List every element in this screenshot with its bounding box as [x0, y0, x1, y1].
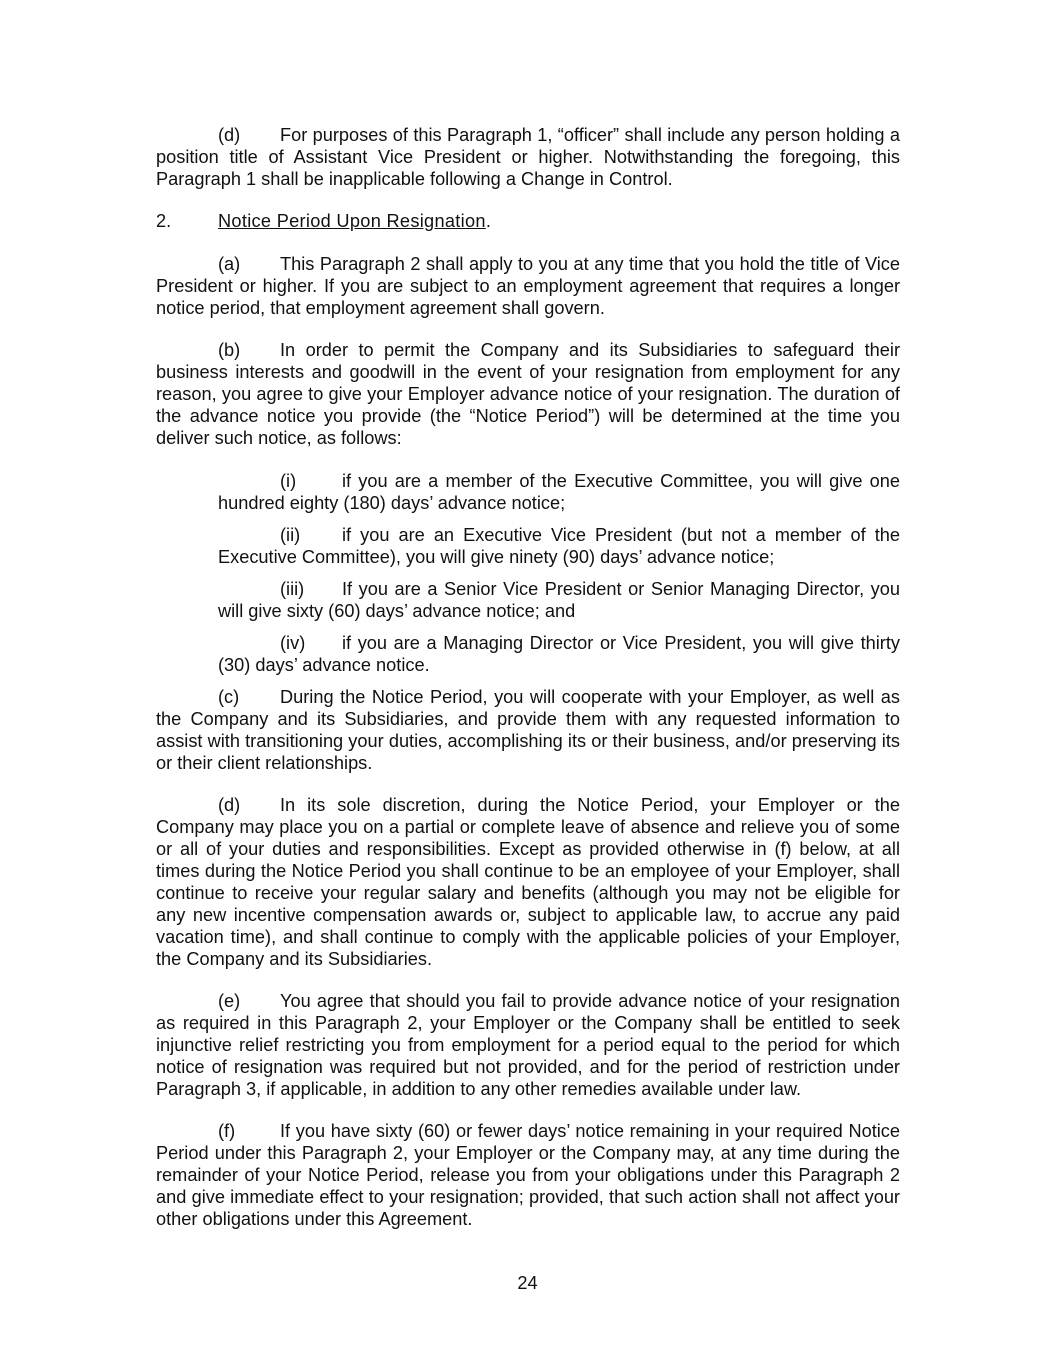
list-item-iii — [218, 578, 900, 622]
paragraph-text: In order to permit the Company and its Subsidiaries to safeguard their business interests and goodwill in the event of your resignation from employment for any reason, you agree to give your Employer advance notice of your resignation. The duration of the advance notice you provide (the “Notice Period”) will be determined at the time you deliver such notice, as follows: — [156, 340, 900, 448]
paragraph-1d — [156, 124, 900, 190]
paragraph-label: (d) — [218, 795, 241, 815]
document-page — [156, 124, 900, 1250]
list-item-text: if you are a Managing Director or Vice President, you will give thirty (30) days’ advance notice. — [218, 633, 900, 675]
list-item-label: (ii) — [280, 525, 301, 545]
paragraph-2e — [156, 990, 900, 1100]
list-item-i — [218, 470, 900, 514]
list-item-label: (i) — [280, 471, 297, 491]
paragraph-text: In its sole discretion, during the Notice Period, your Employer or the Company may place you on a partial or complete leave of absence and relieve you of some or all of your duties and responsibilities. Except as provided otherwise in (f) below, at all times during the Notice Period you shall continue to be an employee of your Employer, shall continue to receive your regular salary and benefits (although you may not be eligible for any new incentive compensation awards or, subject to applicable law, to accrue any paid vacation time), and shall continue to comply with the applicable policies of your Employer, the Company and its Subsidiaries. — [156, 795, 900, 969]
paragraph-text: You agree that should you fail to provide advance notice of your resignation as required in this Paragraph 2, your Employer or the Company shall be entitled to seek injunctive relief restricting you from employment for a period equal to the period for which notice of resignation was required but not provided, and for the period of restriction under Paragraph 3, if applicable, in addition to any other remedies available under law. — [156, 991, 900, 1099]
paragraph-label: (f) — [218, 1121, 236, 1141]
paragraph-text: This Paragraph 2 shall apply to you at any time that you hold the title of Vice President or higher. If you are subject to an employment agreement that requires a longer notice period, that employment agreement shall govern. — [156, 254, 900, 318]
paragraph-text: During the Notice Period, you will cooperate with your Employer, as well as the Company and its Subsidiaries, and provide them with any requested information to assist with transitioning your duties, accomplishing its or their business, and/or preserving its or their client relationships. — [156, 687, 900, 773]
list-item-text: if you are a member of the Executive Committee, you will give one hundred eighty (180) days’ advance notice; — [218, 471, 900, 513]
paragraph-2c — [156, 686, 900, 774]
list-item-text: if you are an Executive Vice President (but not a member of the Executive Committee), you will give ninety (90) days’ advance notice; — [218, 525, 900, 567]
paragraph-2f — [156, 1120, 900, 1230]
paragraph-2d — [156, 794, 900, 970]
list-item-label: (iv) — [280, 633, 306, 653]
paragraph-2b — [156, 339, 900, 449]
list-item-label: (iii) — [280, 579, 305, 599]
section-heading — [156, 210, 900, 232]
section-title: Notice Period Upon Resignation — [218, 211, 486, 231]
page-number: 24 — [517, 1273, 538, 1293]
paragraph-label: (a) — [218, 254, 241, 274]
section-title-period: . — [485, 211, 491, 231]
paragraph-label: (d) — [218, 125, 241, 145]
paragraph-text: If you have sixty (60) or fewer days’ notice remaining in your required Notice Period under this Paragraph 2, your Employer or the Company may, at any time during the remainder of your Notice Period, release you from your obligations under this Paragraph 2 and give immediate effect to your resignation; provided, that such action shall not affect your other obligations under this Agreement. — [156, 1121, 900, 1229]
paragraph-label: (e) — [218, 991, 241, 1011]
paragraph-label: (b) — [218, 340, 241, 360]
list-item-text: If you are a Senior Vice President or Senior Managing Director, you will give sixty (60) days’ advance notice; and — [218, 579, 900, 621]
paragraph-2a — [156, 253, 900, 319]
list-item-iv — [218, 632, 900, 676]
list-item-ii — [218, 524, 900, 568]
paragraph-label: (c) — [218, 687, 240, 707]
paragraph-text: For purposes of this Paragraph 1, “officer” shall include any person holding a position title of Assistant Vice President or higher. Notwithstanding the foregoing, this Paragraph 1 shall be inapplicable following a Change in Control. — [156, 125, 900, 189]
section-number: 2. — [156, 211, 172, 231]
